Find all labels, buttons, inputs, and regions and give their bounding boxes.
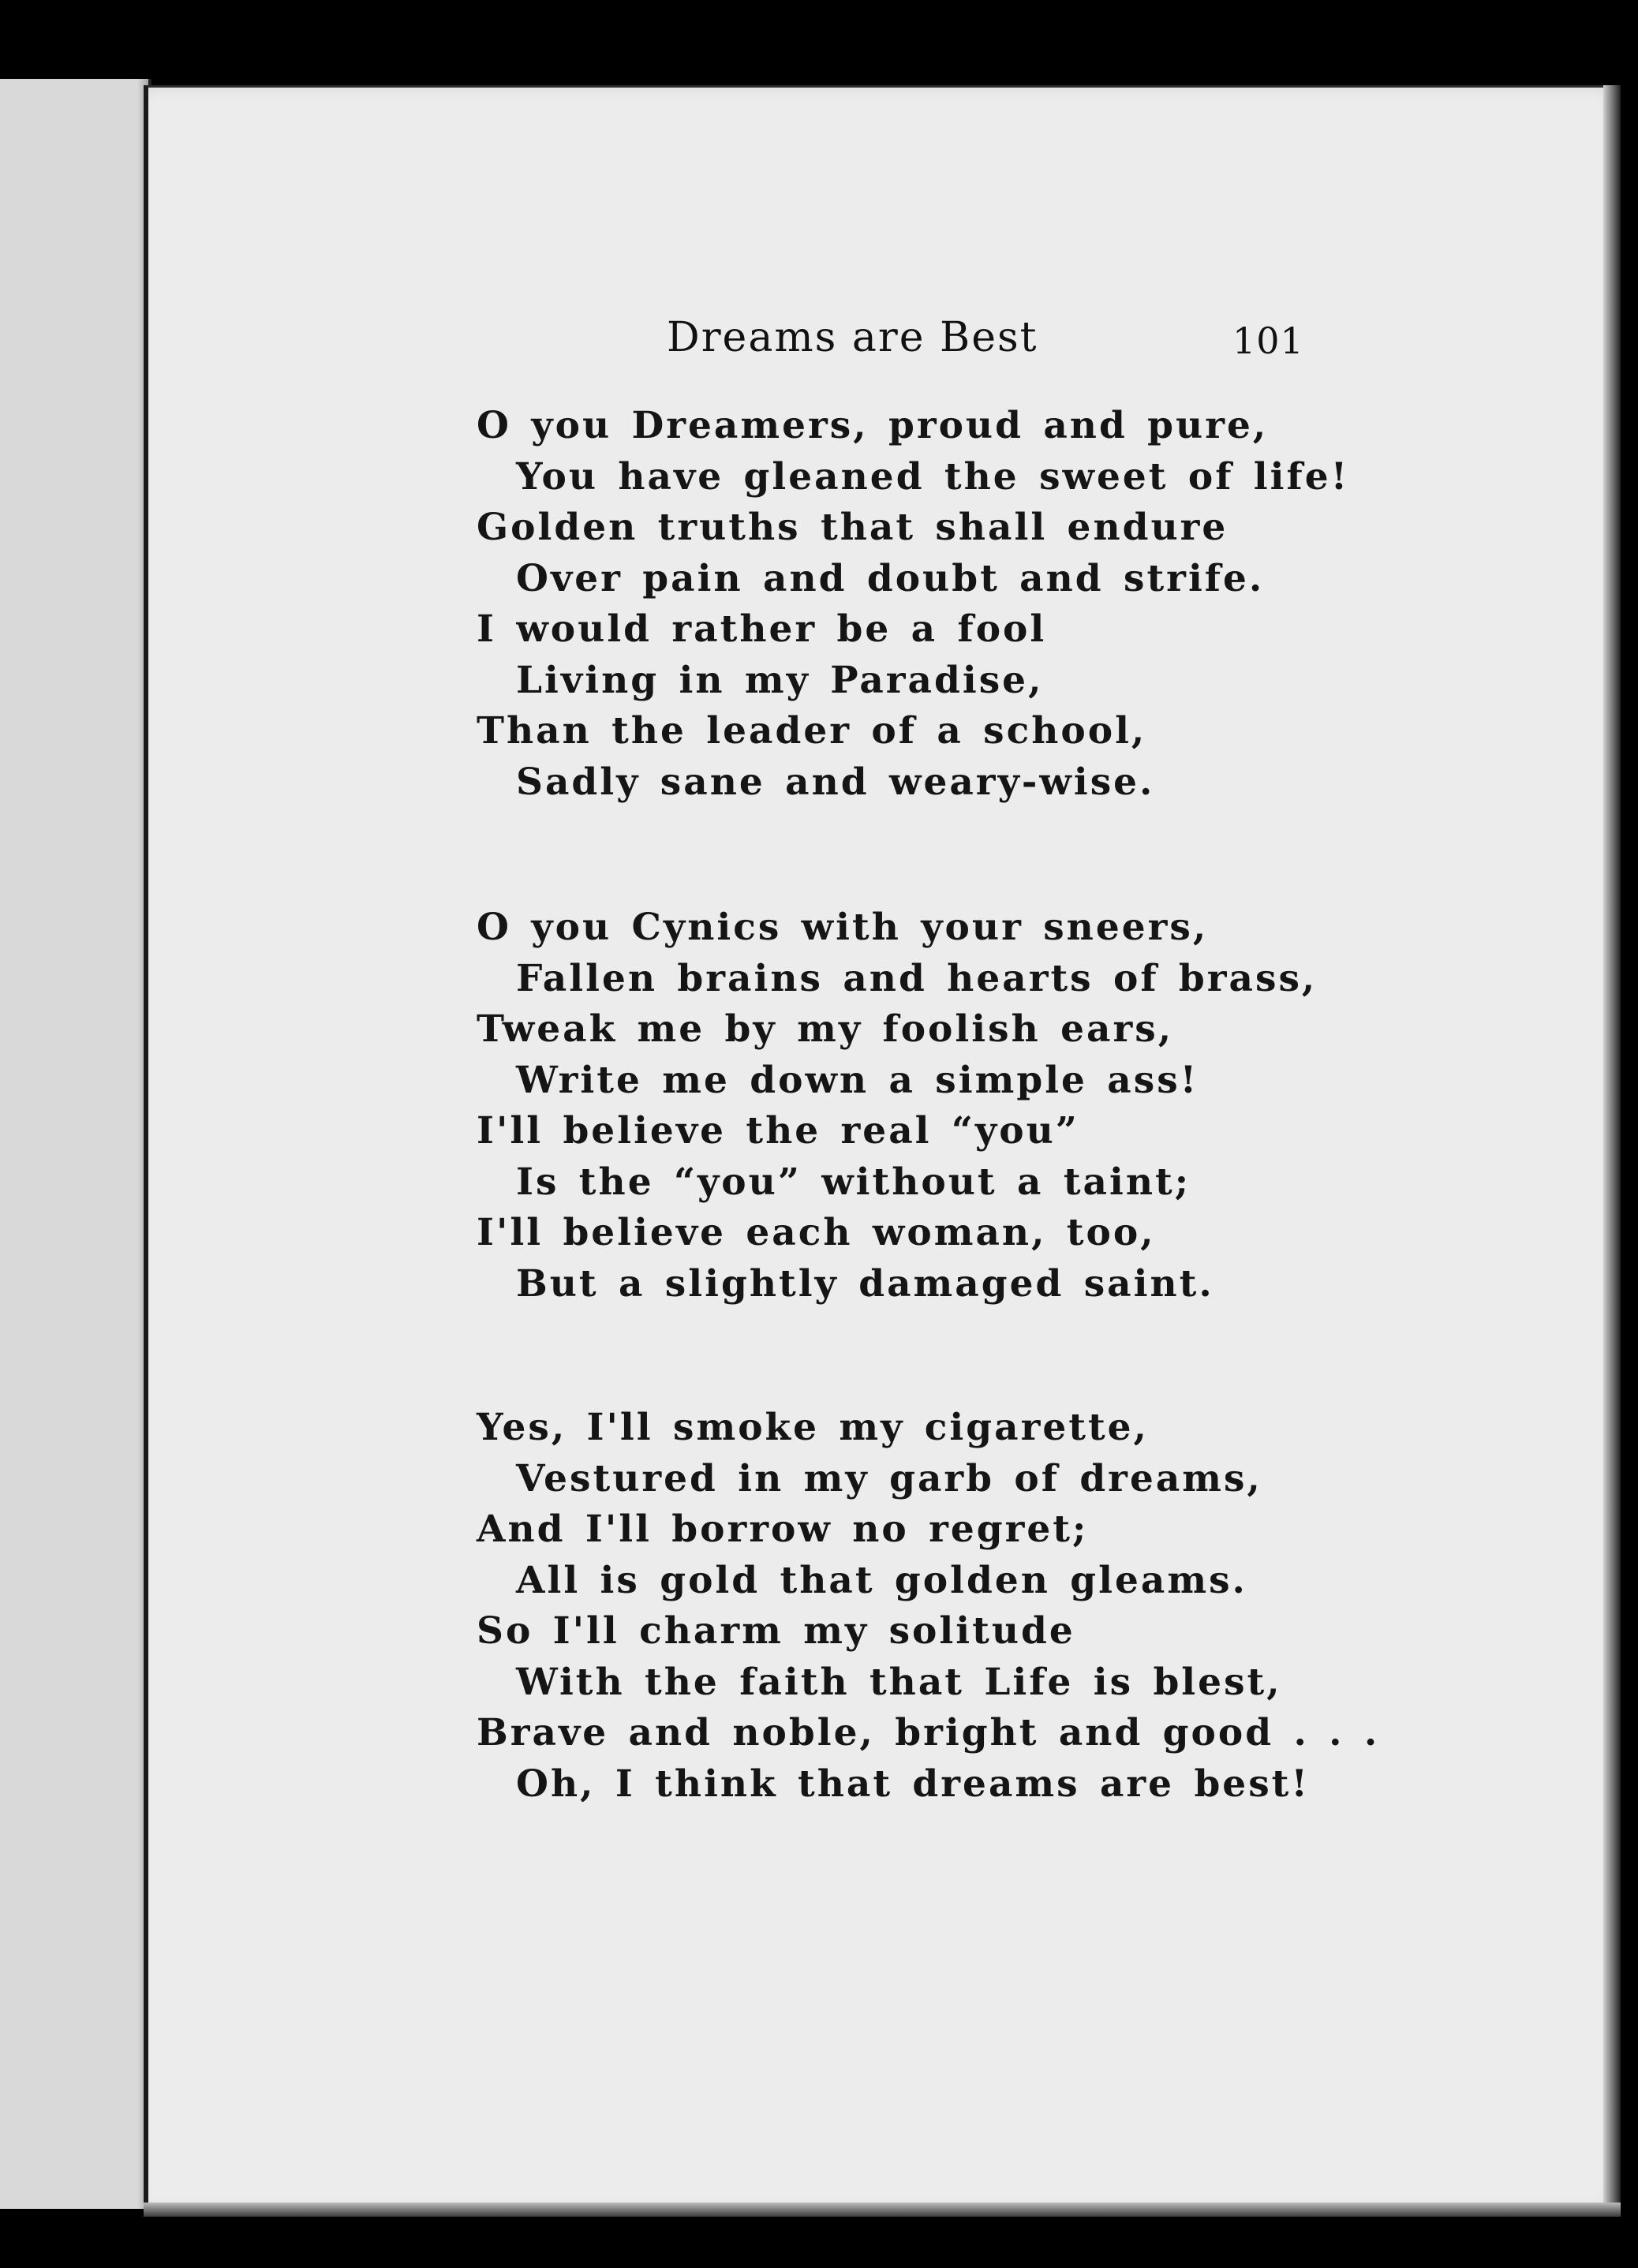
poem-line: I would rather be a fool bbox=[477, 607, 1047, 651]
poem-line: And I'll borrow no regret; bbox=[477, 1508, 1089, 1551]
facing-page-edge bbox=[0, 79, 151, 2209]
poem-line: Yes, I'll smoke my cigarette, bbox=[477, 1406, 1149, 1449]
poem-line: So I'll charm my solitude bbox=[477, 1609, 1075, 1653]
poem-line: Living in my Paradise, bbox=[516, 658, 1044, 702]
stanza-2 bbox=[477, 902, 1318, 1310]
poem-line: Oh, I think that dreams are best! bbox=[516, 1762, 1311, 1806]
poem-line: All is gold that golden gleams. bbox=[516, 1558, 1247, 1602]
page-number: 101 bbox=[1232, 319, 1304, 362]
page-bottom-edge bbox=[144, 2203, 1621, 2217]
page-right-edge bbox=[1603, 85, 1621, 2207]
poem-line: Tweak me by my foolish ears, bbox=[477, 1007, 1174, 1051]
poem-line: O you Dreamers, proud and pure, bbox=[477, 404, 1269, 447]
poem-line: Sadly sane and weary-wise. bbox=[516, 760, 1155, 804]
poem-line: Vestured in my garb of dreams, bbox=[516, 1456, 1262, 1500]
poem-line: O you Cynics with your sneers, bbox=[477, 906, 1209, 949]
running-head: Dreams are Best bbox=[667, 314, 1038, 361]
poem-line: Fallen brains and hearts of brass, bbox=[516, 956, 1318, 1000]
poem-line: With the faith that Life is blest, bbox=[516, 1660, 1282, 1704]
poem-line: But a slightly damaged saint. bbox=[516, 1261, 1214, 1306]
poem-line: Write me down a simple ass! bbox=[516, 1058, 1199, 1102]
poem bbox=[477, 401, 1380, 1810]
stanza-3 bbox=[477, 1403, 1380, 1810]
poem-line: Brave and noble, bright and good . . . bbox=[477, 1711, 1380, 1754]
poem-line: Over pain and doubt and strife. bbox=[516, 556, 1265, 600]
poem-line: You have gleaned the sweet of life! bbox=[516, 454, 1350, 499]
poem-line: Than the leader of a school, bbox=[477, 709, 1147, 753]
poem-line: Is the “you” without a taint; bbox=[516, 1160, 1191, 1204]
poem-line: I'll believe each woman, too, bbox=[477, 1211, 1156, 1254]
poem-line: I'll believe the real “you” bbox=[477, 1109, 1079, 1153]
stanza-1 bbox=[477, 401, 1350, 808]
poem-line: Golden truths that shall endure bbox=[477, 506, 1228, 549]
